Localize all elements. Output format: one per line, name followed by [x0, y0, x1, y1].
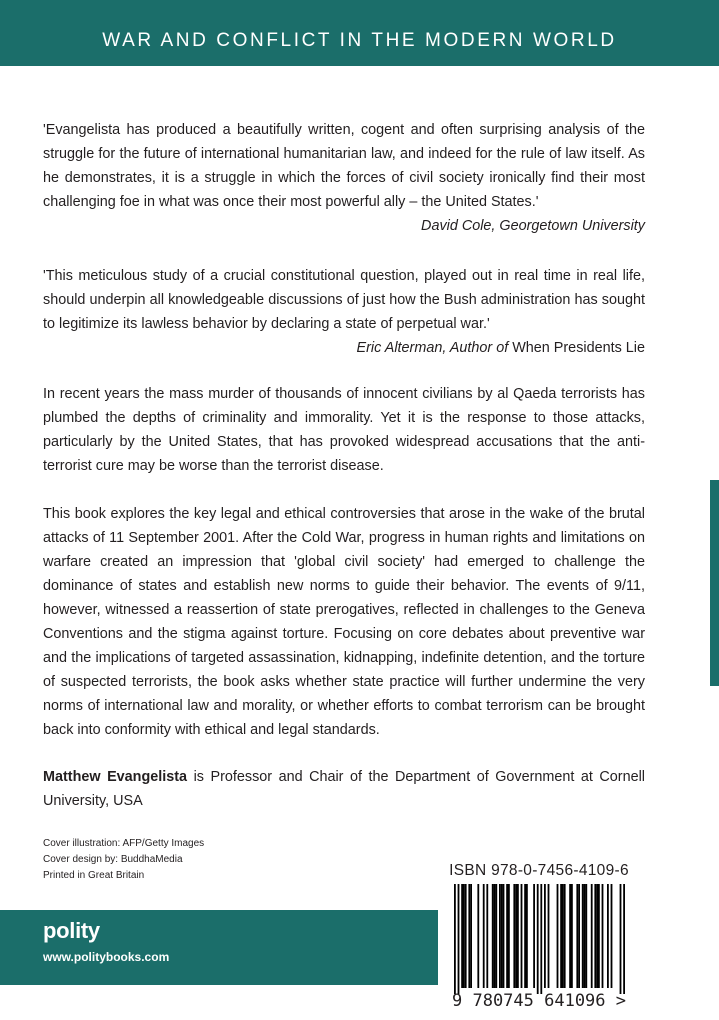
barcode-bar: [463, 884, 465, 988]
body-paragraph-2-text: This book explores the key legal and ethical controversies that arose in the wake of the brutal attacks of 11 September 2001. After the Cold War, progress in human rights and limitations on warfare created an impression that 'global civil society' had emerged to challenge the dominance of states and establish new norms to guide their behavior. The events of 9/11, however, witnessed a reassertion of state prerogatives, reflected in challenges to the Geneva Conventions and the stigma against torture. Focusing on core debates about preventive war and the implications of targeted assassination, kidnapping, indefinite detention, and the torture of suspected terrorists, the book asks whether state practice will further undermine the very norms of international law and morality, or whether efforts to combat terrorism can be brought back into conformity with ethical and legal standards.: [43, 506, 645, 738]
publisher-logo: polity: [43, 918, 100, 943]
barcode-digits: 9 780745 641096 >: [452, 991, 626, 1011]
barcode-bar: [611, 884, 613, 988]
credit-printed: Printed in Great Britain: [43, 870, 145, 881]
author-name: Matthew Evangelista: [43, 769, 188, 785]
barcode-bar: [524, 884, 526, 988]
publisher-website: www.politybooks.com: [43, 950, 170, 964]
barcode-bar: [494, 884, 496, 988]
barcode-bar: [461, 884, 463, 988]
barcode-bar: [458, 884, 460, 994]
credit-design: Cover design by: BuddhaMedia: [43, 854, 183, 865]
barcode-bar: [477, 884, 479, 988]
barcode-bar: [486, 884, 488, 988]
barcode-bar: [495, 884, 497, 988]
quote-1-attribution: David Cole, Georgetown University: [421, 218, 645, 234]
barcode-bar: [526, 884, 528, 988]
barcode-bar: [571, 884, 573, 988]
barcode-bar: [569, 884, 571, 988]
quote-2: [43, 264, 645, 360]
barcode-bar: [607, 884, 609, 988]
barcode-bar: [564, 884, 566, 988]
quote-2-attribution-book: When Presidents Lie: [512, 340, 645, 356]
barcode-bar: [548, 884, 550, 988]
barcode-bar: [594, 884, 596, 988]
header-band: [0, 0, 719, 66]
barcode-bar: [540, 884, 542, 994]
side-tab: [710, 480, 719, 686]
barcode-bar: [515, 884, 517, 988]
barcode-bar: [508, 884, 510, 988]
barcode-bar: [582, 884, 584, 988]
barcode-bar: [544, 884, 546, 988]
barcode-bar: [591, 884, 593, 988]
barcode-bar: [465, 884, 467, 988]
body-paragraph-1-text: In recent years the mass murder of thousands of innocent civilians by al Qaeda terrorists has plumbed the depths of criminality and immorality. Yet it is the response to those attacks, particularly by the United States, that has provoked widespread accusations that the anti-terrorist cure may be worse than the terrorist disease.: [43, 386, 645, 474]
barcode-bar: [454, 884, 456, 994]
credits: [43, 836, 204, 884]
barcode-bar: [468, 884, 470, 988]
barcode-bar: [623, 884, 625, 994]
barcode-bar: [533, 884, 535, 988]
barcode-bar: [501, 884, 503, 988]
barcode-bar: [483, 884, 485, 988]
barcode-bar: [585, 884, 587, 988]
quote-2-text: 'This meticulous study of a crucial constitutional question, played out in real time in real life, should underpin all knowledgeable discussions of just how the Bush administration has sought to legitimize its lawless behavior by declaring a state of perpetual war.': [43, 268, 645, 332]
body-paragraph-2: [43, 502, 645, 742]
publisher-band: [0, 910, 438, 985]
barcode-bar: [602, 884, 604, 988]
quote-2-attribution-name: Eric Alterman, Author of: [356, 340, 509, 356]
barcode-bar: [620, 884, 622, 994]
barcode-bar: [470, 884, 472, 988]
barcode-bar: [562, 884, 564, 988]
barcode-bar: [521, 884, 523, 988]
barcode-bar: [596, 884, 598, 988]
barcode-bar: [578, 884, 580, 988]
quote-1-text: 'Evangelista has produced a beautifully written, cogent and often surprising analysis of the struggle for the future of international humanitarian law, and indeed for the rule of law itself. As he demonstrates, it is a struggle in which the forces of civil society ironically find their most challenging foe in what was once their most powerful ally – the United States.': [43, 122, 645, 210]
author-bio-text: is Professor and Chair of the Department of Government at Cornell University, USA: [43, 769, 645, 809]
series-title: WAR AND CONFLICT IN THE MODERN WORLD: [102, 30, 617, 51]
barcode-bar: [517, 884, 519, 988]
quote-2-attribution: [43, 336, 645, 360]
barcode-bar: [576, 884, 578, 988]
body-paragraph-1: [43, 382, 645, 478]
barcode-bar: [557, 884, 559, 988]
barcode-bar: [513, 884, 515, 988]
barcode-bar: [503, 884, 505, 988]
barcode-bar: [560, 884, 562, 988]
isbn-label: ISBN 978-0-7456-4109-6: [449, 862, 629, 879]
quote-1: [43, 118, 645, 238]
barcode: [448, 882, 630, 994]
barcode-bar: [598, 884, 600, 988]
barcode-bar: [584, 884, 586, 988]
barcode-bar: [492, 884, 494, 988]
barcode-bar: [506, 884, 508, 988]
author-bio: [43, 765, 645, 813]
credit-illustration: Cover illustration: AFP/Getty Images: [43, 838, 205, 849]
barcode-graphic: [448, 882, 630, 994]
barcode-bar: [537, 884, 539, 994]
barcode-bar: [499, 884, 501, 988]
